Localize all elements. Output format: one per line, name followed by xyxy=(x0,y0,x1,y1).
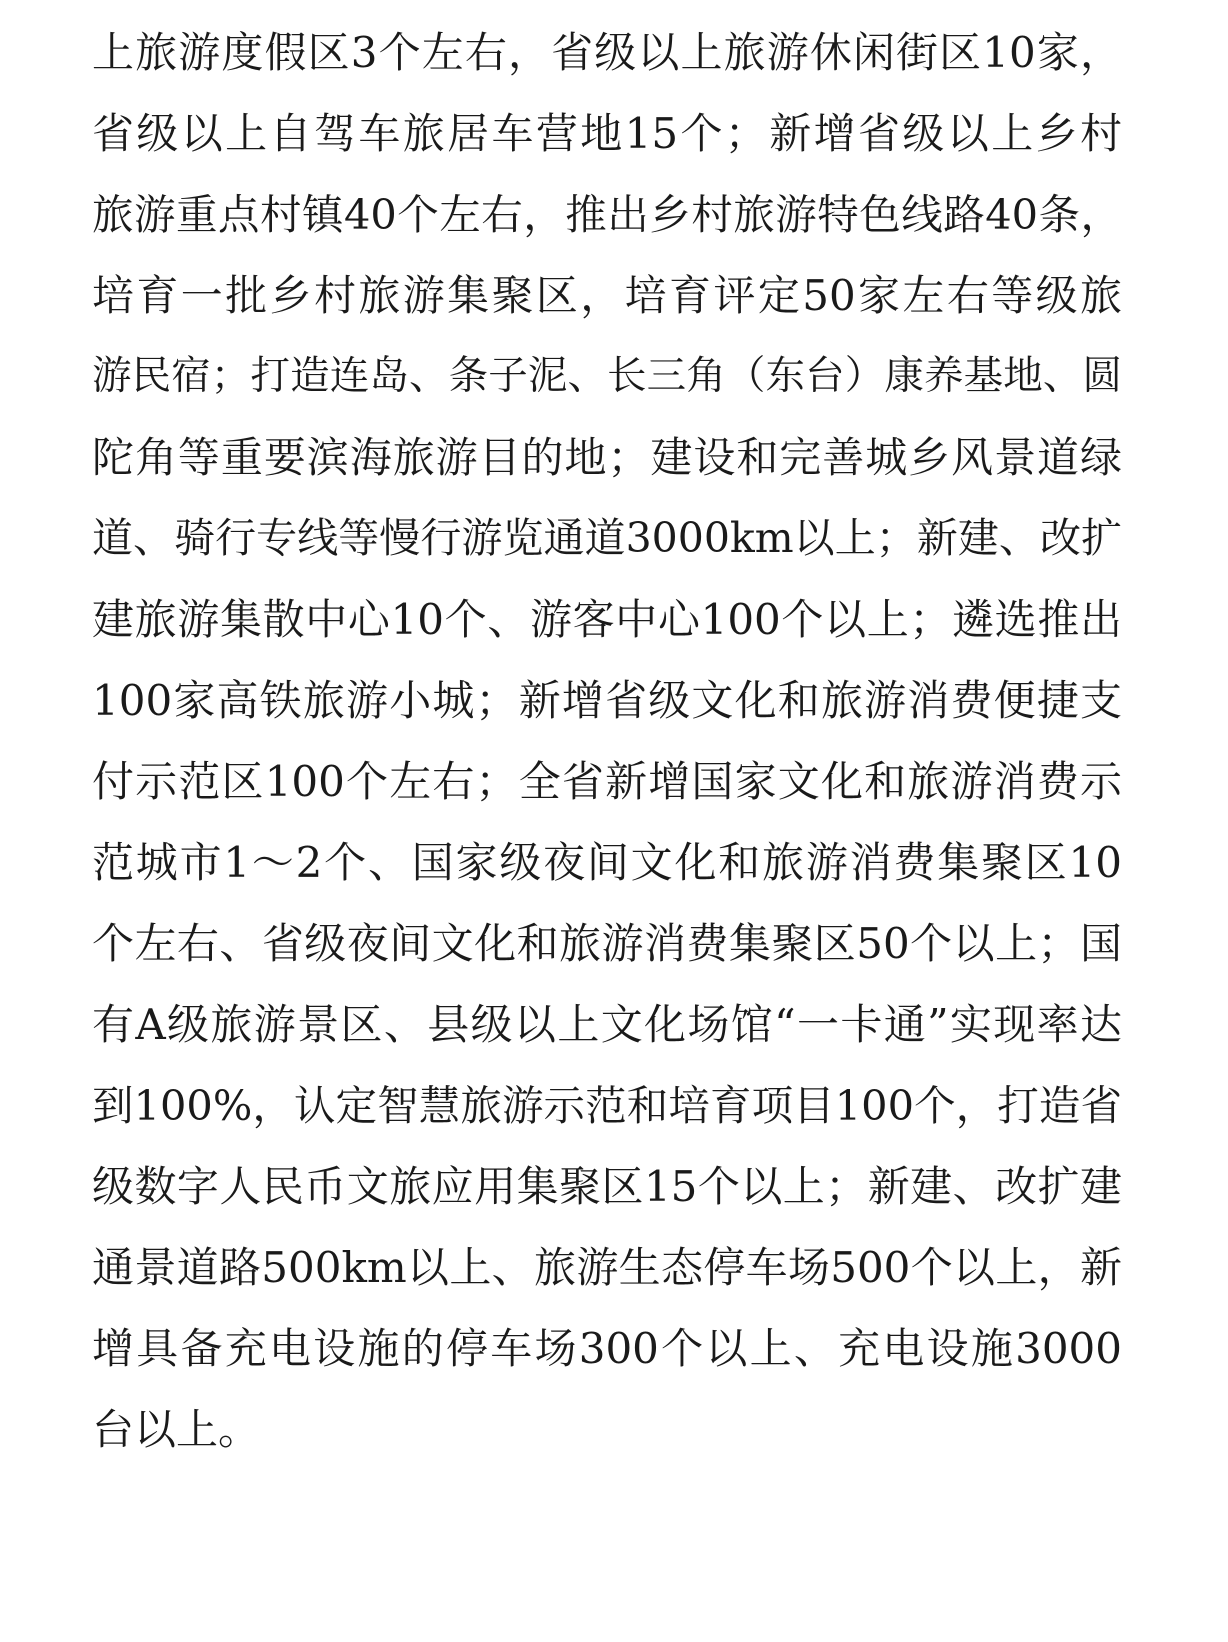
text-line: 级数字人民币文旅应用集聚区15个以上；新建、改扩建 xyxy=(92,1162,1122,1211)
text-line: 有A级旅游景区、县级以上文化场馆“一卡通”实现率达 xyxy=(92,1000,1122,1049)
text-line: 范城市1～2个、国家级夜间文化和旅游消费集聚区10 xyxy=(92,838,1122,887)
body-paragraph xyxy=(92,12,1122,1470)
text-line: 个左右、省级夜间文化和旅游消费集聚区50个以上；国 xyxy=(92,919,1122,968)
text-line: 上旅游度假区3个左右，省级以上旅游休闲街区10家， xyxy=(92,28,1122,77)
text-line: 建旅游集散中心10个、游客中心100个以上；遴选推出 xyxy=(92,595,1122,644)
text-line: 道、骑行专线等慢行游览通道3000km以上；新建、改扩 xyxy=(92,514,1122,562)
text-line: 游民宿；打造连岛、条子泥、长三角（东台）康养基地、圆 xyxy=(92,353,1122,399)
text-line: 100家高铁旅游小城；新增省级文化和旅游消费便捷支 xyxy=(92,676,1122,725)
text-line: 陀角等重要滨海旅游目的地；建设和完善城乡风景道绿 xyxy=(92,433,1122,482)
text-line: 到100%，认定智慧旅游示范和培育项目100个，打造省 xyxy=(92,1081,1122,1130)
text-line: 旅游重点村镇40个左右，推出乡村旅游特色线路40条， xyxy=(92,190,1122,239)
text-line: 省级以上自驾车旅居车营地15个；新增省级以上乡村 xyxy=(92,109,1122,158)
text-line: 增具备充电设施的停车场300个以上、充电设施3000 xyxy=(92,1324,1122,1373)
text-line-final: 台以上。 xyxy=(92,1405,261,1454)
text-line: 通景道路500km以上、旅游生态停车场500个以上，新 xyxy=(92,1243,1122,1292)
text-line: 付示范区100个左右；全省新增国家文化和旅游消费示 xyxy=(92,757,1122,806)
text-line: 培育一批乡村旅游集聚区，培育评定50家左右等级旅 xyxy=(92,271,1122,320)
